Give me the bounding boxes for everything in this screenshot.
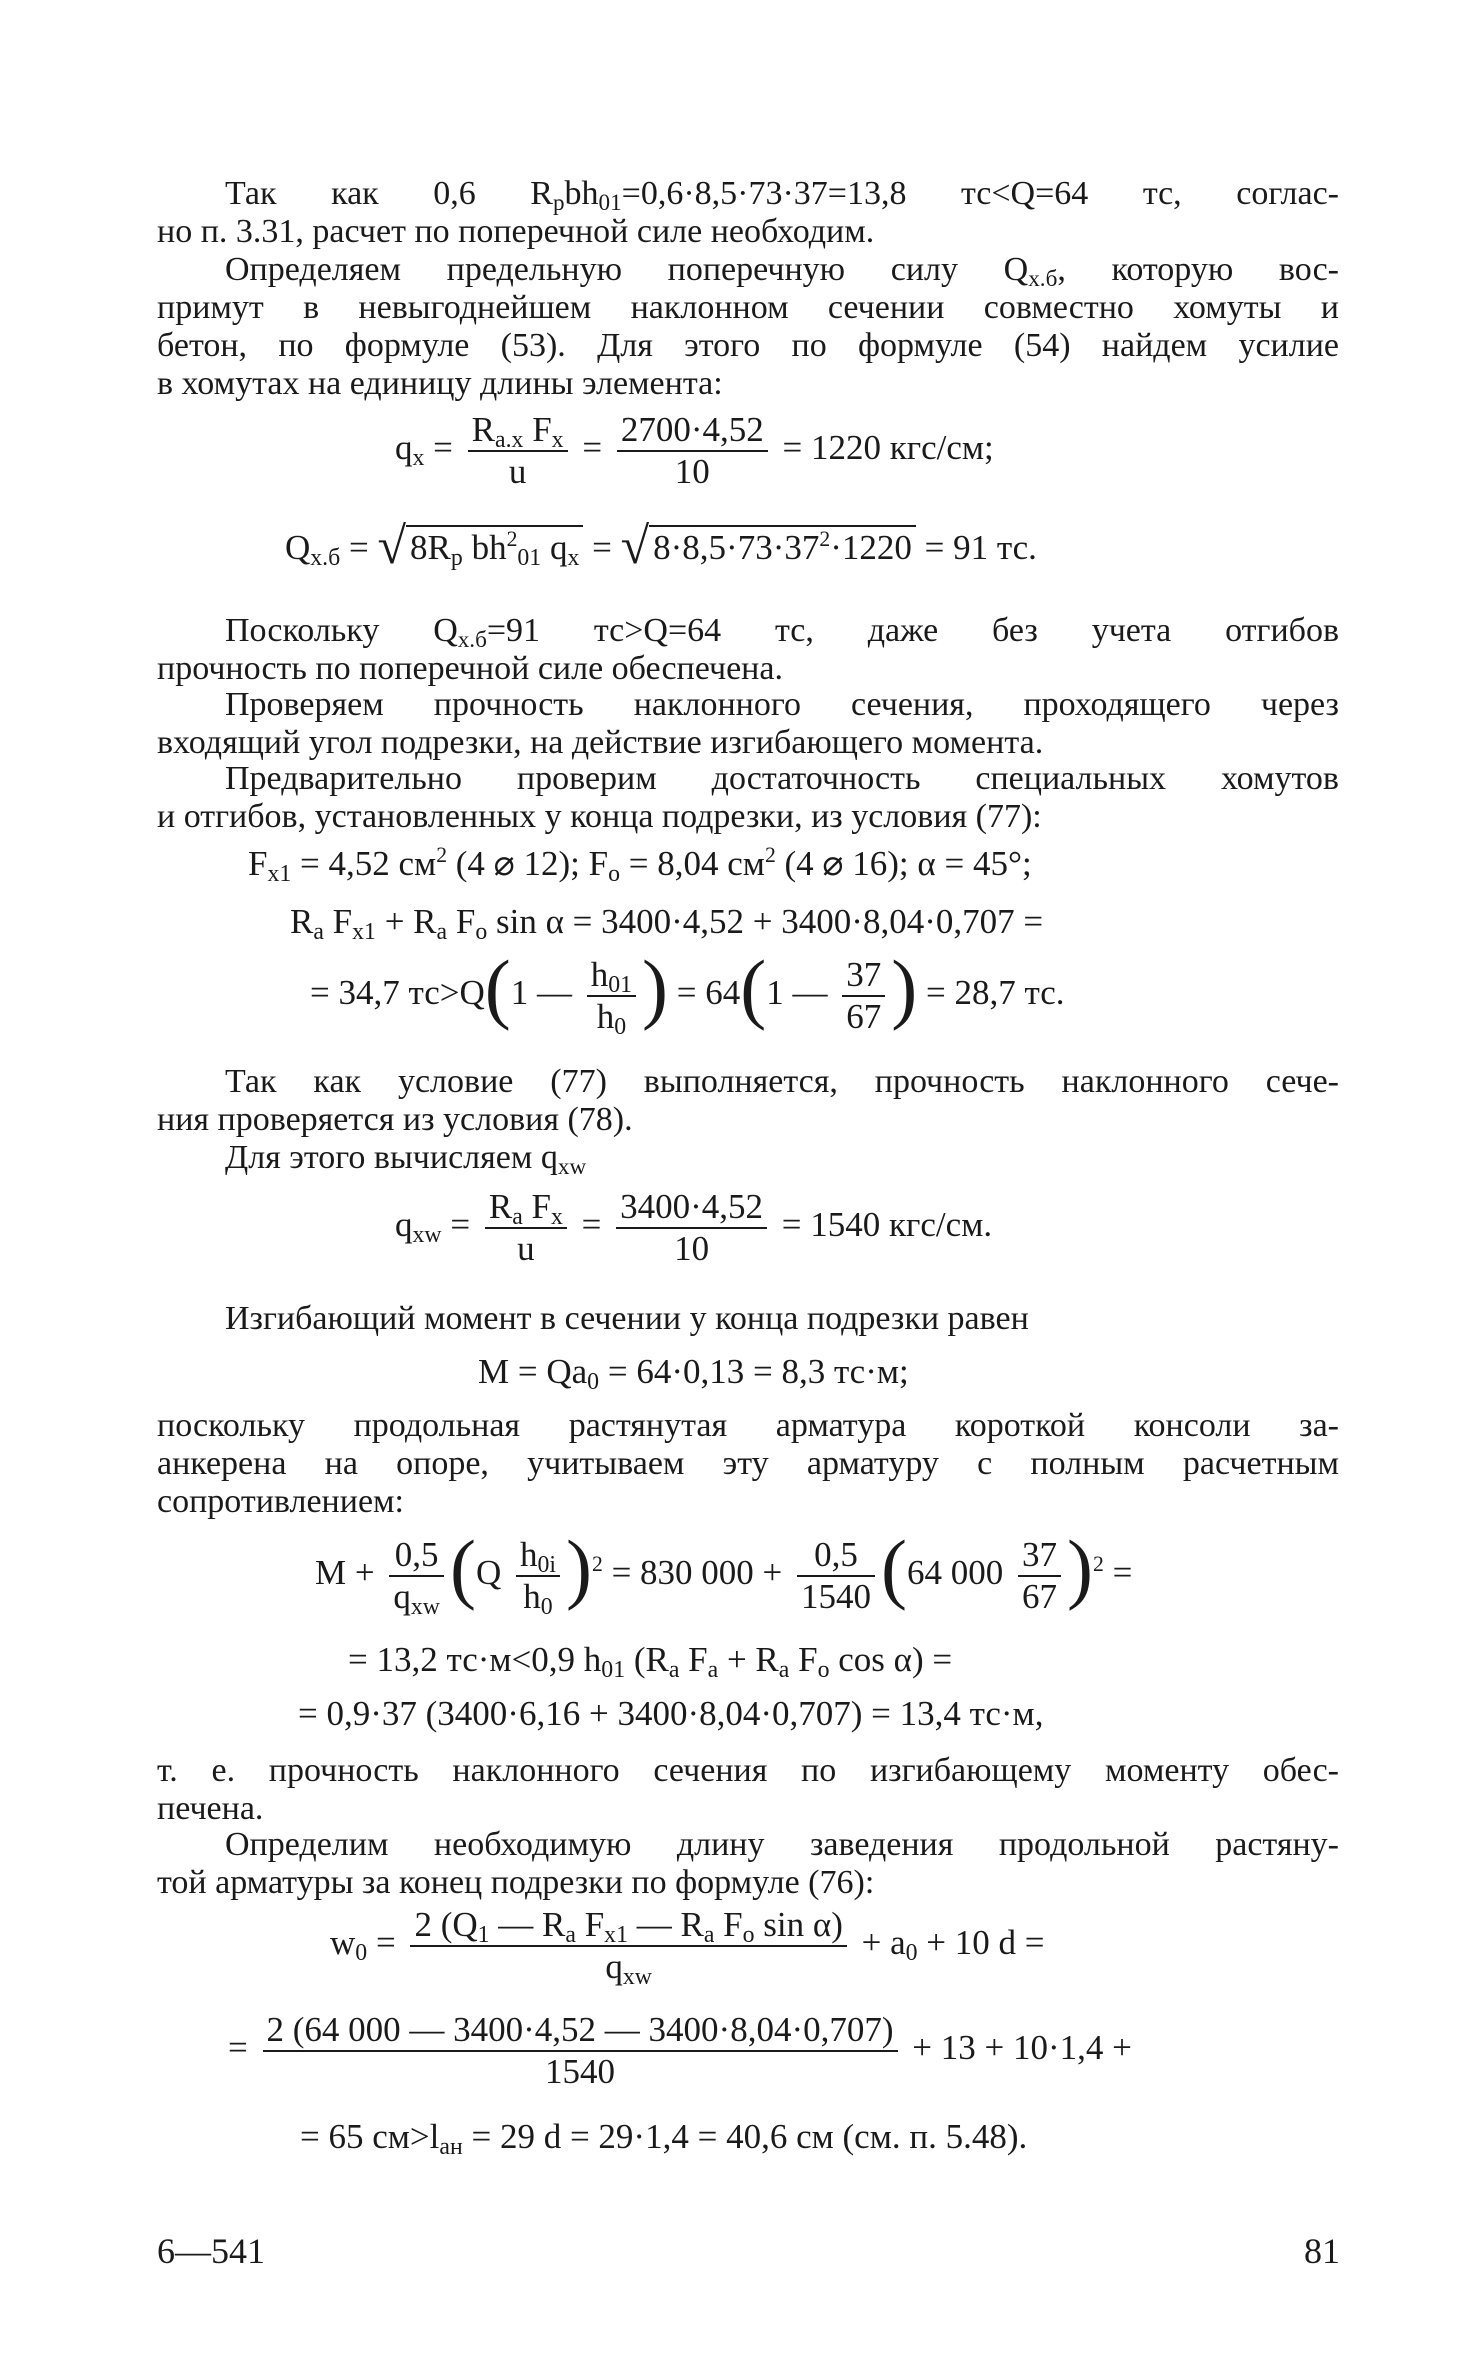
equation-areas: $F_{х1} = 4,52$ $см^2$ (4 ⌀ 12); $F_о = 8,04$ $см^2$ (4 ⌀ 16); α = 45°; bbox=[248, 842, 1032, 887]
text-line: поскольку продольная растянутая арматура короткой консоли за- bbox=[157, 1407, 1339, 1444]
text-line: Так как 0,6 $R_рbh_{01}=0,6\cdot 8,5\cdot 73\cdot 37=13,8$ тс<Q=64 тс, соглас- bbox=[225, 175, 1340, 216]
equation-34-7: = 34,7 тс>Q(1 — $\frac{h_{01}}{h_0}$ ) = 64(1 — $\frac{37}{67}$ ) = 28,7 тс. bbox=[310, 944, 1065, 1040]
paragraph-1 bbox=[157, 175, 1339, 251]
equation-resistance: $R_а$ $F_{х1} + R_а$ $F_о$ sin α = 3400·4,52 + 3400·8,04·0,707 = bbox=[290, 902, 1044, 945]
text-line: сопротивлением: bbox=[157, 1483, 404, 1520]
footer-signature: 6—541 bbox=[157, 2231, 265, 2271]
text-line: той арматуры за конец подрезки по формуле (76): bbox=[157, 1864, 875, 1901]
equation-q-xb: $Q_{х.б}$ = √ $8R_р$ $bh^2_{01}$ $q_х$ = √ $8\cdot 8,5\cdot 73\cdot 37^2\cdot 1220 = 91$ тс. bbox=[285, 518, 1037, 575]
paragraph-4 bbox=[157, 686, 1339, 762]
equation-qxw: $q_{хw}$ = $\frac{R_а F_х}{u}$ = $\frac{3400\cdot 4,52}{10}$ = 1540 кгс/см. bbox=[395, 1187, 993, 1268]
equation-qx: $q_х$ = $\frac{R_{а.х} F_х}{u}$ = $\frac{2700\cdot 4,52}{10}$ = 1220 кгс/см; bbox=[395, 410, 994, 491]
text-line: Проверяем прочность наклонного сечения, проходящего через bbox=[225, 686, 1339, 723]
text-line: входящий угол подрезки, на действие изгибающего момента. bbox=[157, 724, 1044, 761]
page-number: 81 bbox=[1304, 2231, 1340, 2271]
text-line: Поскольку $Q_{х.б}=91$ тс>Q=64 тс, даже без учета отгибов bbox=[225, 612, 1339, 653]
text-line: Изгибающий момент в сечении у конца подрезки равен bbox=[225, 1300, 1029, 1337]
paragraph-9 bbox=[157, 1407, 1339, 1521]
text-line: Так как условие (77) выполняется, прочность наклонного сече- bbox=[225, 1063, 1339, 1100]
text-line: прочность по поперечной силе обеспечена. bbox=[157, 650, 783, 687]
text-line: ния проверяется из условия (78). bbox=[157, 1101, 633, 1138]
equation-moment: $M = Qa_0 = 64\cdot 0,13 = 8,3$ тс·м; bbox=[478, 1352, 909, 1395]
text-line: в хомутах на единицу длины элемента: bbox=[157, 365, 723, 402]
equation-0-9: = 0,9·37 (3400·6,16 + 3400·8,04·0,707) = 13,4 тс·м, bbox=[298, 1694, 1044, 1733]
paragraph-3 bbox=[157, 612, 1339, 688]
equation-13-2: = 13,2 тс·м<0,9 $h_{01}$ ($R_а$ $F_а + R_а$ $F_о$ cos α) = bbox=[348, 1640, 953, 1683]
text-line: Для этого вычисляем $q_{хw}$ bbox=[225, 1139, 587, 1180]
text-line: Предварительно проверим достаточность специальных хомутов bbox=[225, 760, 1339, 797]
text-line: т. е. прочность наклонного сечения по изгибающему моменту обес- bbox=[157, 1752, 1339, 1789]
paragraph-7 bbox=[157, 1139, 1339, 1180]
text-line: и отгибов, установленных у конца подрезки, из условия (77): bbox=[157, 798, 1042, 835]
paragraph-2 bbox=[157, 251, 1339, 403]
equation-w0-result: = 65 $см>l_{ан} = 29$ d = 29·1,4 = 40,6 см (см. п. 5.48). bbox=[300, 2117, 1028, 2160]
equation-w0: $w_0$ = $\frac{2 (Q_1 — R_а F_{х1} — R_а F_о \sin \alpha)}{q_{хw}}$ + $a_0 + 10$ d = bbox=[330, 1905, 1045, 1990]
paragraph-5 bbox=[157, 760, 1339, 836]
text-line: анкерена на опоре, учитываем эту арматуру с полным расчетным bbox=[157, 1445, 1339, 1482]
text-line: но п. 3.31, расчет по поперечной силе необходим. bbox=[157, 213, 875, 250]
paragraph-10 bbox=[157, 1752, 1339, 1828]
paragraph-8 bbox=[157, 1300, 1339, 1338]
paragraph-11 bbox=[157, 1826, 1339, 1902]
paragraph-6 bbox=[157, 1063, 1339, 1139]
equation-moment-check: M + $\frac{0,5}{q_{хw}}$ (Q $\frac{h_{0i}}{h_0}$ )$^2$ = 830 000 + $\frac{0,5}{1540}$ (64 000 $\frac{37}{67}$ )$^2$ = bbox=[315, 1524, 1133, 1620]
text-line: Определим необходимую длину заведения продольной растяну- bbox=[225, 1826, 1339, 1863]
equation-w0-values: = $\frac{2 (64 000 — 3400\cdot 4,52 — 3400\cdot 8,04\cdot 0,707)}{1540}$ + 13 + 10·1,4 + bbox=[228, 2010, 1132, 2091]
text-line: примут в невыгоднейшем наклонном сечении совместно хомуты и bbox=[157, 289, 1339, 326]
text-line: бетон, по формуле (53). Для этого по формуле (54) найдем усилие bbox=[157, 327, 1339, 364]
text-line: Определяем предельную поперечную силу $Q_{х.б}$, которую вос- bbox=[225, 251, 1339, 292]
text-line: печена. bbox=[157, 1790, 264, 1827]
